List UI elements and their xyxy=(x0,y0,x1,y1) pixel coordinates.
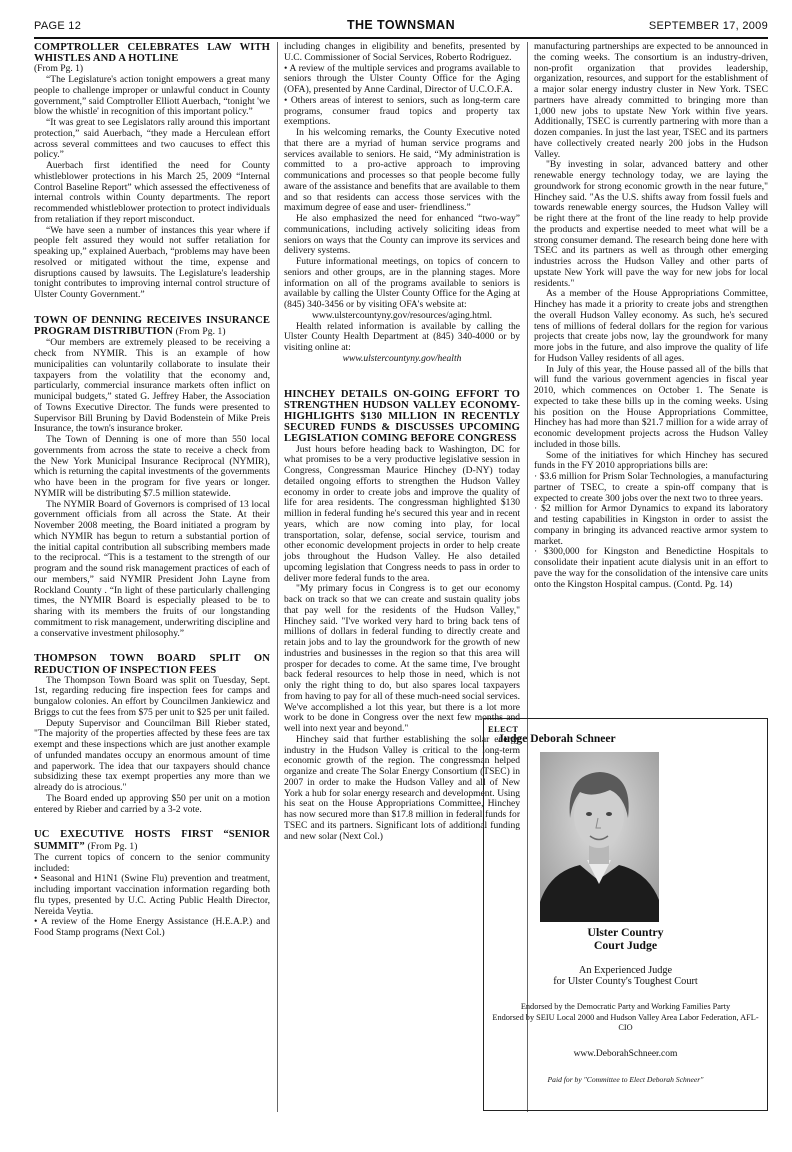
paragraph: including changes in eligibility and benefits, presented by U.C. Commissioner of Social Services, Roberto Rodriguez. xyxy=(284,41,520,63)
from-reference: (From Pg. 1) xyxy=(175,327,226,338)
headline: COMPTROLLER CELEBRATES LAW WITH WHISTLES AND A HOTLINE xyxy=(34,42,270,65)
office-title: Ulster Country Court Judge xyxy=(587,925,664,952)
bullet-item: • Others areas of interest to seniors, such as long-term care programs, consumer fraud topics and property tax exemptions. xyxy=(284,94,520,128)
masthead xyxy=(34,18,768,34)
headline: HINCHEY DETAILS ON-GOING EFFORT TO STRENGTHEN HUDSON VALLEY ECONOMY-HIGHLIGHTS $130 MILLION IN RECENTLY SECURED FUNDS & DISCUSSES UPCOMING LEGISLATION COMING BEFORE CONGRESS xyxy=(284,388,520,445)
paragraph: “Our members are extremely pleased to be receiving a check from NYMIR. This is an example of how municipalities can voluntarily collaborate to insulate their taxpayers from the volatility that the economy and, particularly, commercial insurance markets often inflict on municipal budgets,” stated G. Jeffrey Haber, the Association of Towns Executive Director. The funds were presented to Supervisor Bill Bruning by David Bodenstein of Mike Preis Insurance, the town's insurance broker. xyxy=(34,337,270,435)
bullet-item: · $2 million for Armor Dynamics to expand its laboratory and testing capabilities in Kingston in order to assist the company in bringing its advanced reactive armor system to market. xyxy=(534,503,768,547)
newspaper-title: THE TOWNSMAN xyxy=(346,18,456,32)
bullet-item: · $300,000 for Kingston and Benedictine Hospitals to consolidate their inpatient acute dialysis unit in an effort to pave the way for the consolidation of the intensive care units onto the Kingston Hospital campus. (Contd. Pg. 14) xyxy=(534,546,768,590)
column-1 xyxy=(34,42,270,939)
from-reference: (From Pg. 1) xyxy=(34,63,84,75)
bullet-item: • Seasonal and H1N1 (Swine Flu) prevention and treatment, including important vaccination information regarding both flu types, presented by U.C. Acting Public Health Director, Nereida Veytia. xyxy=(34,873,270,917)
article-comptroller xyxy=(34,42,270,301)
article-denning xyxy=(34,315,270,639)
paragraph: In his welcoming remarks, the County Executive noted that there are a myriad of human service programs and services available to seniors. He said, “My administration is committed to a pro-active approach to improving communications and processes so that people become fully aware of the assistance and benefits that are available to them and so that residents can access those services with the maximum degree of ease and user- friendliness.” xyxy=(284,127,520,214)
issue-date: SEPTEMBER 17, 2009 xyxy=(648,20,768,32)
campaign-advertisement xyxy=(483,718,768,1111)
candidate-photo xyxy=(540,752,659,922)
paragraph: Auerbach first identified the need for County whistleblower protections in his March 25, 2009 “Internal Control Baseline Report” which assessed the effectiveness of internal controls within County departments. The report recommended whistleblower protection to protect individuals from retaliation if they report misconduct. xyxy=(34,160,270,225)
ad-elect-label: ELECT xyxy=(488,724,519,734)
bullet-item: • A review of the Home Energy Assistance (H.E.A.P.) and Food Stamp programs (Next Col.) xyxy=(34,916,270,939)
from-reference: (From Pg. 1) xyxy=(87,841,138,852)
paragraph: Deputy Supervisor and Councilman Bill Rieber stated, "The majority of the properties affected by these fees are tax exempt and these inspections which are just another example of unfunded mandates occupy an enormous amount of time and paperwork. The idea that our taxpayers should chance subsidizing these tax exempt properties any more than we already do is atrocious." xyxy=(34,717,270,794)
headline: UC EXECUTIVE HOSTS FIRST “SENIOR SUMMIT” (From Pg. 1) xyxy=(34,829,270,852)
article-thompson xyxy=(34,653,270,815)
paragraph: Just hours before heading back to Washington, DC for what promises to be a very productive legislative session in Congress, Congressman Maurice Hinchey (D-NY) today detailed ongoing efforts to strengthen the Hudson Valley economy in order to create jobs and improve the quality of life for area residents. The congressman highlighted $130 million in federal funding he's secured this year and in recent years, which are now coming into play, for local transportation, solar, defense, social service, tourism and other economic development projects in order to help create jobs throughout the Hudson Valley. He also detailed upcoming legislation that Congress needs to pass in order to deliver more federal funds to the area. xyxy=(284,443,520,584)
paragraph: “It was great to see Legislators rally around this important protection,” said Auerbach, “they made a Herculean effort across several committees and two caucuses to effect this policy.” xyxy=(34,117,270,161)
paragraph: The current topics of concern to the senior community included: xyxy=(34,851,270,874)
paragraph: The Town of Denning is one of more than 550 local governments from across the state to receive a check from the New York Municipal Insurance Reciprocal (NYMIR), which is returning the capital investments of the governments who have been in the program for five years or longer. NYMIR will be distributing $7.5 million statewide. xyxy=(34,434,270,499)
paragraph: Future informational meetings, on topics of concern to seniors and other groups, are in the planning stages. More information on all of the programs available to seniors is available by calling the Ulster County Office for the Aging at (845) 340-3456 or by visiting OFA's website at: xyxy=(284,256,520,310)
paragraph: “We have seen a number of instances this year where if people felt assured they would not suffer retaliation for speaking up,” explained Auerbach, “problems may have been resolved or mitigated without the time, expense and disruptions caused by lawsuits. The Legislature's leadership tonight contributes to improving internal control structure of Ulster County Government.” xyxy=(34,224,270,301)
paragraph: He also emphasized the need for enhanced “two-way” communications, including actively soliciting ideas from seniors on ways that the County can improve its services and delivery systems. xyxy=(284,213,520,257)
paid-for-disclaimer: Paid for by "Committee to Elect Deborah Schneer" xyxy=(547,1075,704,1084)
bullet-item: • A review of the multiple services and programs available to seniors through the Ulster County Office for the Aging (OFA), presented by Anne Cardinal, Director of U.C.O.F.A. xyxy=(284,62,520,95)
paragraph: The NYMIR Board of Governors is comprised of 13 local government officials from all across the State. At their November 2008 meeting, the Board initiated a program by which NYMIR has begun to return a substantial portion of the initial capital contribution all subscribing members made to the reciprocal. “This is a testament to the strength of our program and the sound risk management practices of each of our members,” said NYMIR President John Layne from Rockland County . “In light of these particularly challenging times, the NYMIR Board is especially pleased to be to sharing with its members the fruits of our longstanding commitment to risk management, underwriting discipline and a conservative investment philosophy.” xyxy=(34,498,270,639)
paragraph: Hinchey said that further establishing the solar energy industry in the Hudson Valley is critical to the long-term economic growth of the region. The congressman helped organize and create The Solar Energy Consortium (TSEC) in 2007 in order to make the Hudson Valley and all of New York a hub for solar energy research and development. Using his seat on the House Appropriations Committee, Hinchey has now secured more than $17.8 million in federal funds for TSEC and its partners. Significant lots of additional funding and new solar (Next Col.) xyxy=(284,733,520,842)
campaign-website-link[interactable]: www.DeborahSchneer.com xyxy=(573,1049,678,1059)
ad-tagline: An Experienced Judge for Ulster County's Toughest Court xyxy=(553,965,698,988)
website-link[interactable]: www.ulstercountyny.gov/resources/aging.html. xyxy=(311,309,493,321)
masthead-rule xyxy=(34,37,768,39)
paragraph: As a member of the House Appropriations Committee, Hinchey has made it a priority to create jobs and strengthen the overall Hudson Valley economy. As such, he's secured tens of millions of federal dollars for the region for various projects that create jobs now, lay the groundwork for many more jobs in the future, and also improve the quality of life for Hudson Valley residents of all ages. xyxy=(534,288,768,364)
paragraph: “The Legislature's action tonight empowers a great many people to challenge improper or unlawful conduct in County government,” said Comptroller Elliott Auerbach, “tonight 'we blow the whistle' in recognition of this important policy.” xyxy=(34,74,270,118)
paragraph: In July of this year, the House passed all of the bills that will fund the various government agencies in fiscal year 2010, which commences on October 1. The Senate is expected to take these bills up in the coming weeks. Using his position on the House Appropriations Committee, Hinchey has had more than $21.7 million for a wide array of economic development projects across the Hudson Valley included in those bills. xyxy=(534,363,768,450)
headline: TOWN OF DENNING RECEIVES INSURANCE PROGRAM DISTRIBUTION (From Pg. 1) xyxy=(34,314,270,338)
paragraph: The Thompson Town Board was split on Tuesday, Sept. 1st, regarding reducing fire inspection fees for camps and bungalow colonies. An effort by Councilmen Jankiewicz and Briggs to cut the fees from $75 per unit to $25 per unit failed. xyxy=(34,674,270,718)
paragraph: Health related information is available by calling the Ulster County Health Department at (845) 340-4000 or by visiting online at: xyxy=(284,320,520,353)
page-number: PAGE 12 xyxy=(34,20,82,32)
paragraph: manufacturing partnerships are expected to be announced in the coming weeks. The consortium is an industry-driven, non-profit organization that provides leadership, organization, resources, and support for the establishment of a major solar energy industry cluster in New York. TSEC partners have already committed to bringing more than 1,000 new jobs to upstate New York within five years. Additionally, TSEC is currently partnering with more than a dozen companies. In just the last year, TSEC and its partners have collectively created nearly 200 jobs in the Hudson Valley. xyxy=(534,41,768,160)
column-divider xyxy=(277,42,278,1112)
bullet-item: · $3.6 million for Prism Solar Technologies, a manufacturing partner of TSEC, to create a spin-off company that is expected to create 300 jobs over the next two to three years. xyxy=(534,471,768,504)
paragraph: "My primary focus in Congress is to get our economy back on track so that we can create and sustain quality jobs that pay well for the residents of the Hudson Valley," Hinchey said. "I've worked very hard to bring back tens of millions of dollars in federal funding to directly create and retain jobs and to lay the groundwork for the growth of new industries and businesses in the region so that this area will prosper for decades to come. At the same time, I've brought back federal resources to help those in need, which is not only the right thing to do, but also spares local taxpayers from having to pay for all of these much-need social services. We've accomplished a lot this year, but there is a lot more work to be done in Congress over the next few months and well into next year and beyond." xyxy=(284,583,520,735)
endorsements: Endorsed by the Democratic Party and Working Families Party Endorsed by SEIU Local 2000 and Hudson Valley Area Labor Federation, AFL-CIO xyxy=(492,1002,759,1032)
column-3 xyxy=(534,42,768,590)
paragraph: The Board ended up approving $50 per unit on a motion entered by Rieber and carried by a 3-2 vote. xyxy=(34,792,270,815)
candidate-name: Judge Deborah Schneer xyxy=(498,733,616,745)
paragraph: Some of the initiatives for which Hinchey has secured funds in the FY 2010 appropriations bills are: xyxy=(534,449,768,472)
headline: THOMPSON TOWN BOARD SPLIT ON REDUCTION OF INSPECTION FEES xyxy=(34,653,270,676)
paragraph: "By investing in solar, advanced battery and other renewable energy technology today, we are laying the groundwork for strong economic growth in the near future," Hinchey said. "As the U.S. shifts away from fossil fuels and towards renewable energy sources, the Hudson Valley will be right there at the front of the line ready to help provide the products and expertise needed to meet what will be a strong consumer demand. The research being done here with TSEC and its partners as well as through other emerging industries across the Hudson Valley and other parts of upstate New York will pave the way for new jobs for local residents." xyxy=(534,159,768,289)
portrait-image xyxy=(540,752,659,922)
article-senior-summit xyxy=(34,829,270,938)
website-link[interactable]: www.ulstercountyny.gov/health xyxy=(342,352,462,364)
